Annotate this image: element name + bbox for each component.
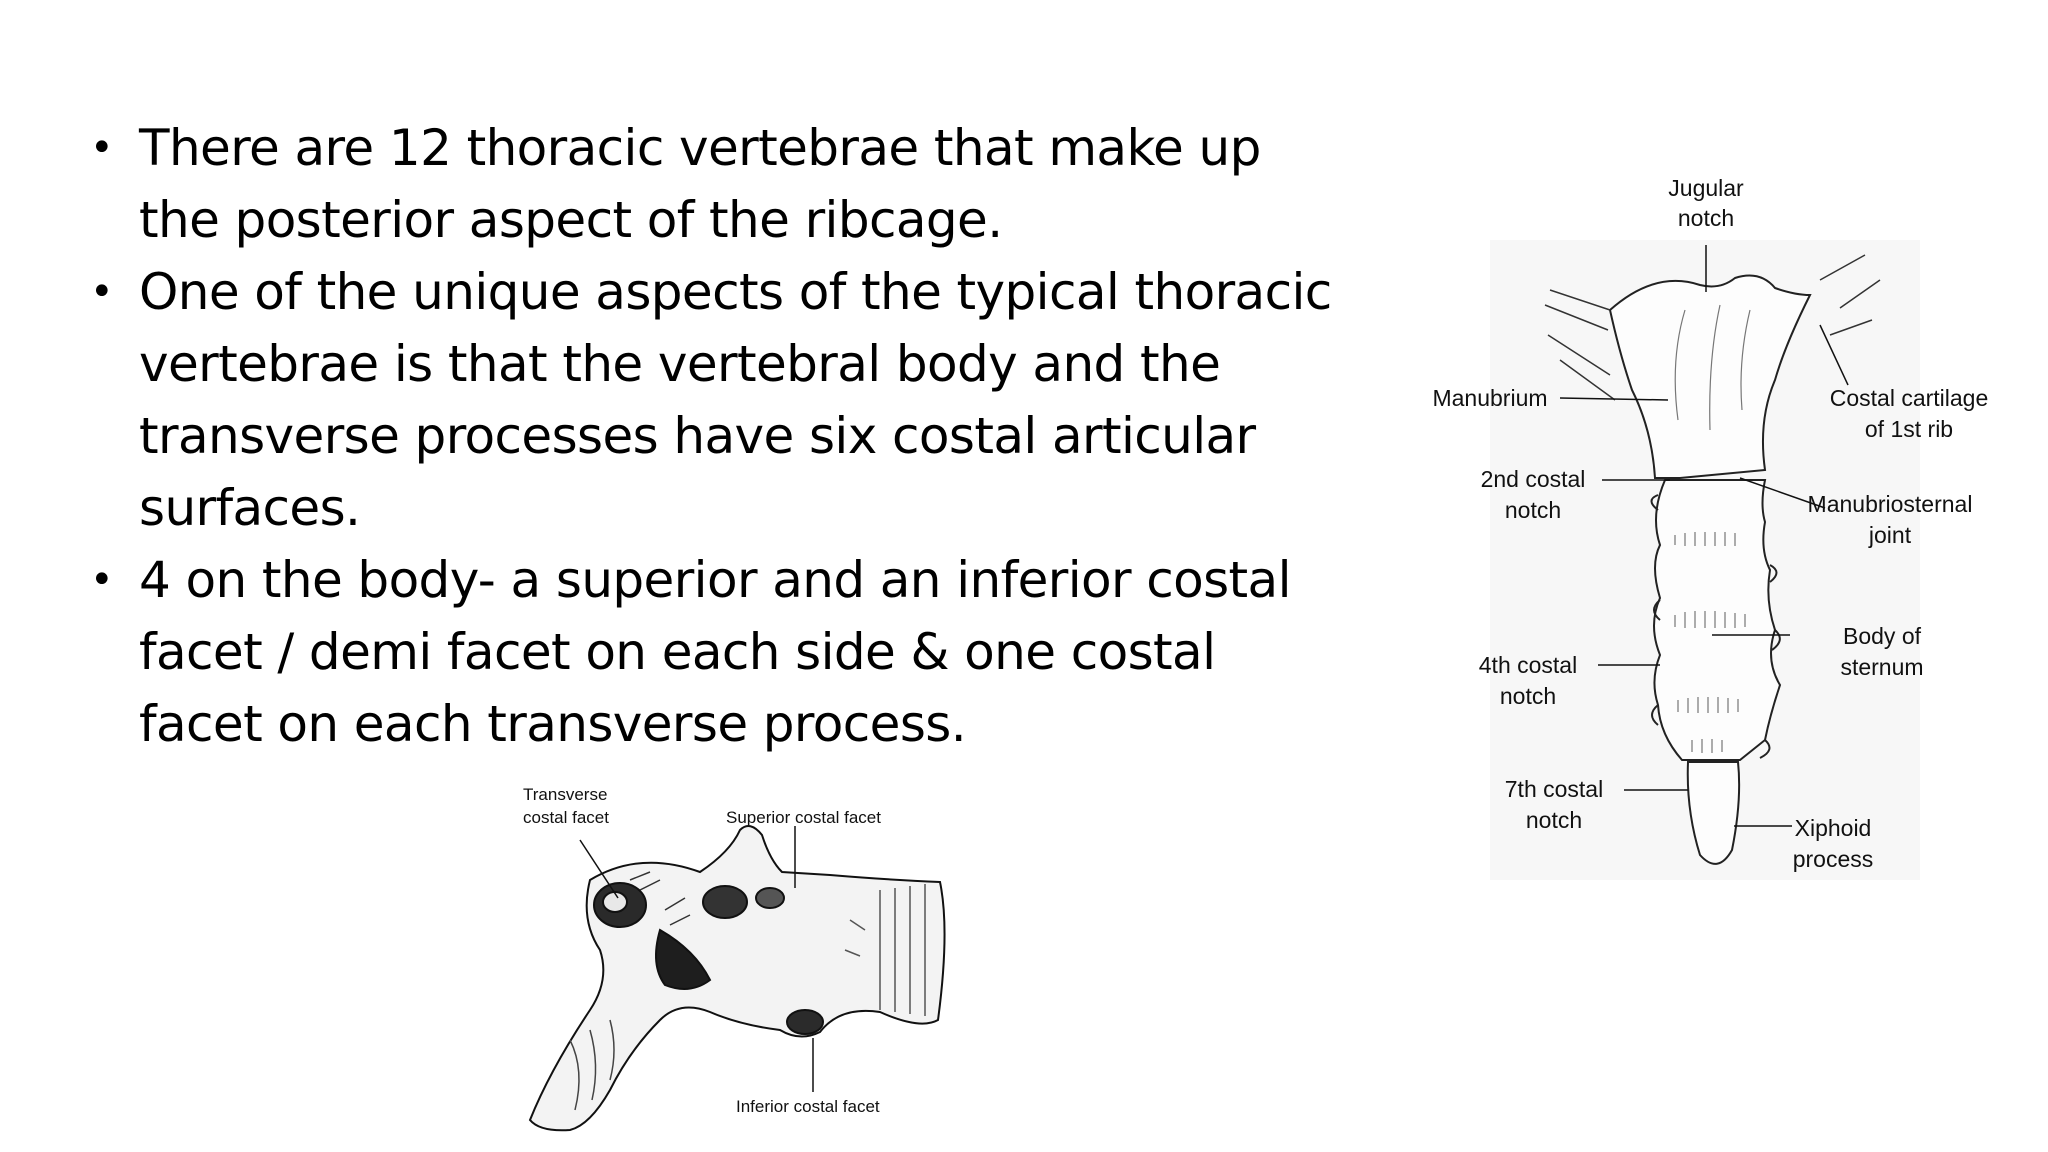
label-manubrium: Manubrium [1432,385,1548,411]
bullet-line: One of the unique aspects of the typical thoracic [139,263,1332,321]
label-second-notch-2: notch [1504,497,1562,523]
bullet-list [88,112,1348,760]
label-jugular-notch-2: notch [1677,205,1735,231]
label-manubriosternal-1: Manubriosternal [1807,491,1973,517]
label-xiphoid-1: Xiphoid [1794,815,1872,841]
thoracic-vertebra-figure [500,780,980,1152]
bullet-line: surfaces. [139,479,361,537]
label-superior-costal-facet: Superior costal facet [726,808,881,827]
bullet-item [88,544,1348,760]
bullet-line: 4 on the body- a superior and an inferior costal [139,551,1291,609]
label-inferior-costal-facet: Inferior costal facet [736,1097,880,1116]
bullet-line: the posterior aspect of the ribcage. [139,191,1003,249]
bullet-dot: • [90,125,113,171]
label-fourth-notch-2: notch [1499,683,1557,709]
bullet-dot: • [90,557,113,603]
label-seventh-notch-2: notch [1525,807,1583,833]
label-costal-cartilage-2: of 1st rib [1864,416,1954,442]
label-transverse-1: Transverse [523,785,608,804]
label-manubriosternal-2: joint [1868,522,1912,548]
bullet-line: There are 12 thoracic vertebrae that make up [139,119,1261,177]
label-body-2: sternum [1840,654,1924,680]
bullet-item [88,112,1348,256]
bullet-line: facet on each transverse process. [139,695,967,753]
label-costal-cartilage-1: Costal cartilage [1829,385,1989,411]
bullet-line: vertebrae is that the vertebral body and the [139,335,1221,393]
label-transverse-2: costal facet [523,808,609,827]
bullet-dot: • [90,269,113,315]
bullet-line: transverse processes have six costal articular [139,407,1256,465]
label-jugular-notch-1: Jugular [1668,175,1744,201]
bullet-item [88,256,1348,544]
bullet-line: facet / demi facet on each side & one costal [139,623,1216,681]
label-fourth-notch-1: 4th costal [1478,652,1578,678]
sternum-figure [1420,160,2040,900]
label-seventh-notch-1: 7th costal [1504,776,1604,802]
label-xiphoid-2: process [1792,846,1874,872]
vertebra-drawing [530,826,945,1130]
label-second-notch-1: 2nd costal [1480,466,1586,492]
label-body-1: Body of [1843,623,1921,649]
